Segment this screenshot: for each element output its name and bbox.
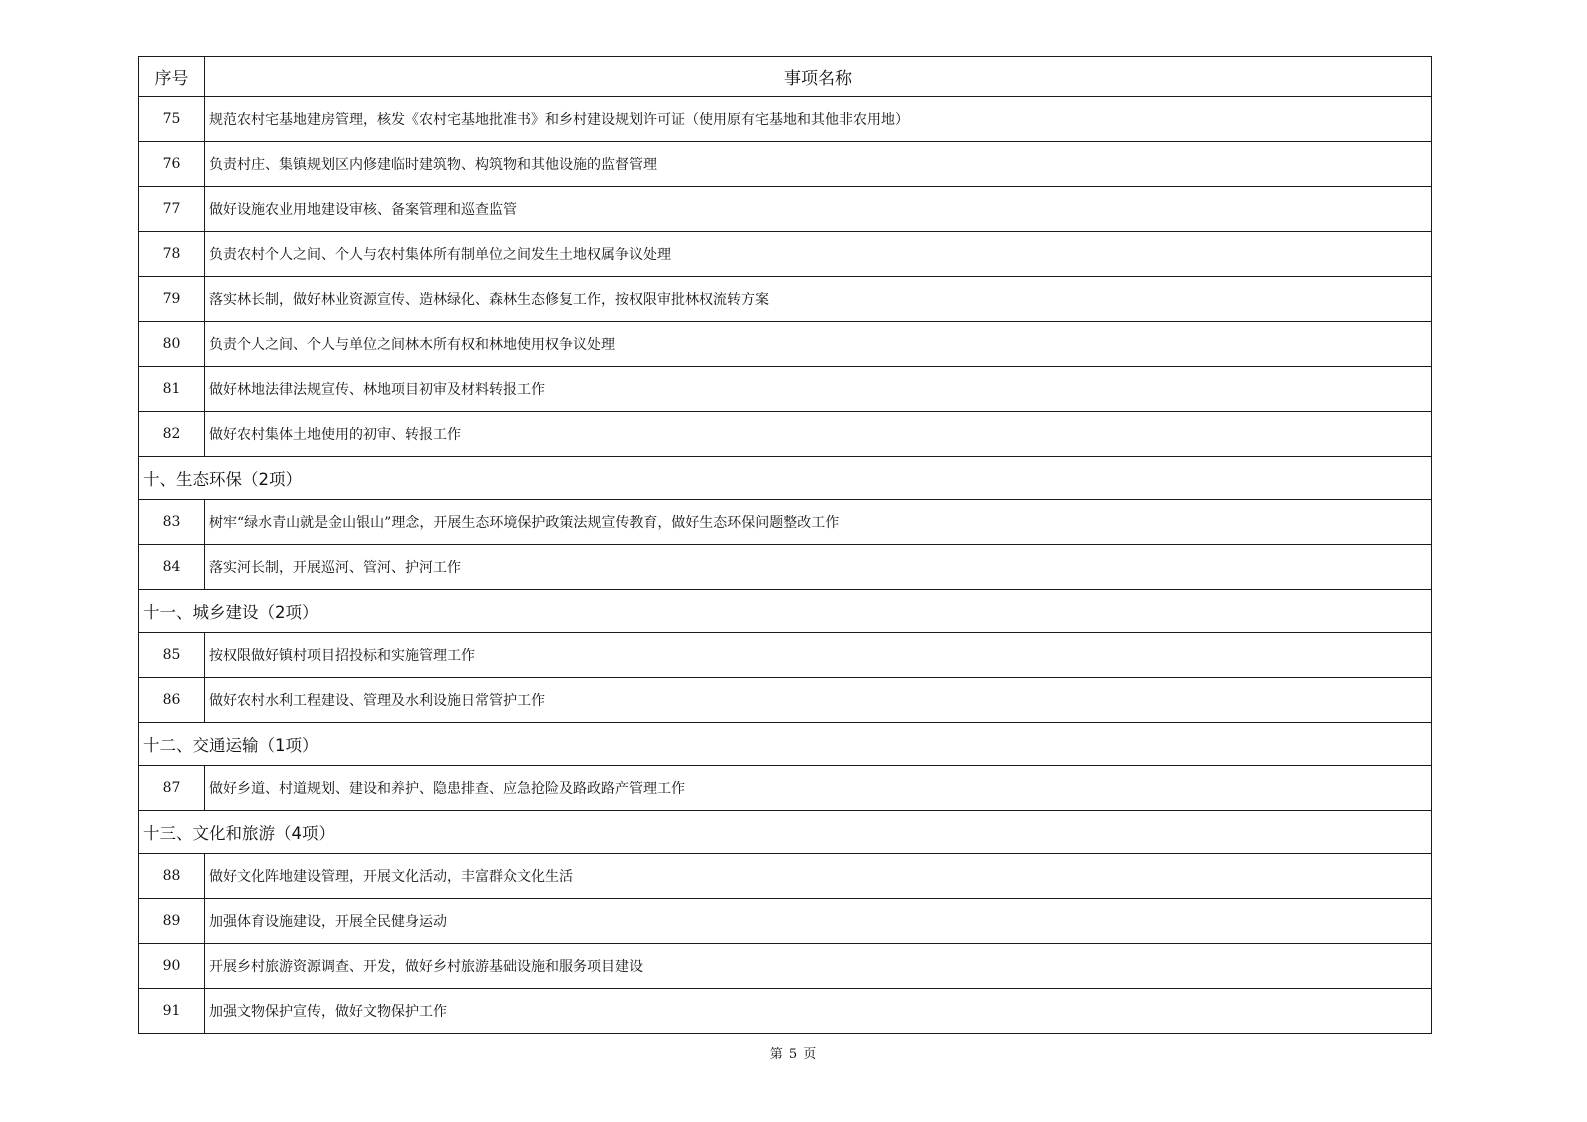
row-number: 88 <box>139 854 205 899</box>
table-row <box>139 678 1432 723</box>
row-item-name: 落实林长制，做好林业资源宣传、造林绿化、森林生态修复工作，按权限审批林权流转方案 <box>205 277 1432 322</box>
row-number: 76 <box>139 142 205 187</box>
page-number: 第 5 页 <box>769 1047 818 1062</box>
table-row <box>139 899 1432 944</box>
table-row <box>139 322 1432 367</box>
row-number: 89 <box>139 899 205 944</box>
row-number: 79 <box>139 277 205 322</box>
header-num: 序号 <box>139 57 205 97</box>
table-row <box>139 97 1432 142</box>
table-row <box>139 412 1432 457</box>
row-item-name: 做好农村水利工程建设、管理及水利设施日常管护工作 <box>205 678 1432 723</box>
row-item-name: 落实河长制，开展巡河、管河、护河工作 <box>205 545 1432 590</box>
table-row <box>139 500 1432 545</box>
table-row <box>139 854 1432 899</box>
section-title: 十二、交通运输（1项） <box>139 723 1432 766</box>
items-table <box>138 56 1432 1034</box>
table-row <box>139 232 1432 277</box>
table-row <box>139 277 1432 322</box>
table-body <box>139 97 1432 1034</box>
table-row <box>139 944 1432 989</box>
section-header-row <box>139 457 1432 500</box>
row-item-name: 加强体育设施建设，开展全民健身运动 <box>205 899 1432 944</box>
row-number: 82 <box>139 412 205 457</box>
section-header-row <box>139 723 1432 766</box>
row-number: 75 <box>139 97 205 142</box>
row-number: 86 <box>139 678 205 723</box>
header-name: 事项名称 <box>205 57 1432 97</box>
row-item-name: 负责村庄、集镇规划区内修建临时建筑物、构筑物和其他设施的监督管理 <box>205 142 1432 187</box>
table-row <box>139 367 1432 412</box>
row-number: 91 <box>139 989 205 1034</box>
row-item-name: 做好文化阵地建设管理，开展文化活动，丰富群众文化生活 <box>205 854 1432 899</box>
section-header-row <box>139 590 1432 633</box>
row-item-name: 树牢“绿水青山就是金山银山”理念，开展生态环境保护政策法规宣传教育，做好生态环保问题整改工作 <box>205 500 1432 545</box>
table-row <box>139 989 1432 1034</box>
row-item-name: 做好农村集体土地使用的初审、转报工作 <box>205 412 1432 457</box>
table-row <box>139 633 1432 678</box>
section-title: 十三、文化和旅游（4项） <box>139 811 1432 854</box>
table-row <box>139 187 1432 232</box>
row-item-name: 按权限做好镇村项目招投标和实施管理工作 <box>205 633 1432 678</box>
row-number: 87 <box>139 766 205 811</box>
row-number: 84 <box>139 545 205 590</box>
table-header-row <box>139 57 1432 97</box>
table-row <box>139 766 1432 811</box>
row-number: 80 <box>139 322 205 367</box>
row-item-name: 开展乡村旅游资源调查、开发，做好乡村旅游基础设施和服务项目建设 <box>205 944 1432 989</box>
row-item-name: 负责个人之间、个人与单位之间林木所有权和林地使用权争议处理 <box>205 322 1432 367</box>
row-item-name: 规范农村宅基地建房管理，核发《农村宅基地批准书》和乡村建设规划许可证（使用原有宅基地和其他非农用地） <box>205 97 1432 142</box>
row-item-name: 做好乡道、村道规划、建设和养护、隐患排查、应急抢险及路政路产管理工作 <box>205 766 1432 811</box>
row-item-name: 做好设施农业用地建设审核、备案管理和巡查监管 <box>205 187 1432 232</box>
row-number: 81 <box>139 367 205 412</box>
row-item-name: 负责农村个人之间、个人与农村集体所有制单位之间发生土地权属争议处理 <box>205 232 1432 277</box>
row-number: 83 <box>139 500 205 545</box>
row-number: 78 <box>139 232 205 277</box>
row-number: 77 <box>139 187 205 232</box>
section-header-row <box>139 811 1432 854</box>
section-title: 十、生态环保（2项） <box>139 457 1432 500</box>
row-number: 90 <box>139 944 205 989</box>
section-title: 十一、城乡建设（2项） <box>139 590 1432 633</box>
row-item-name: 加强文物保护宣传，做好文物保护工作 <box>205 989 1432 1034</box>
table-row <box>139 142 1432 187</box>
table-row <box>139 545 1432 590</box>
row-number: 85 <box>139 633 205 678</box>
row-item-name: 做好林地法律法规宣传、林地项目初审及材料转报工作 <box>205 367 1432 412</box>
